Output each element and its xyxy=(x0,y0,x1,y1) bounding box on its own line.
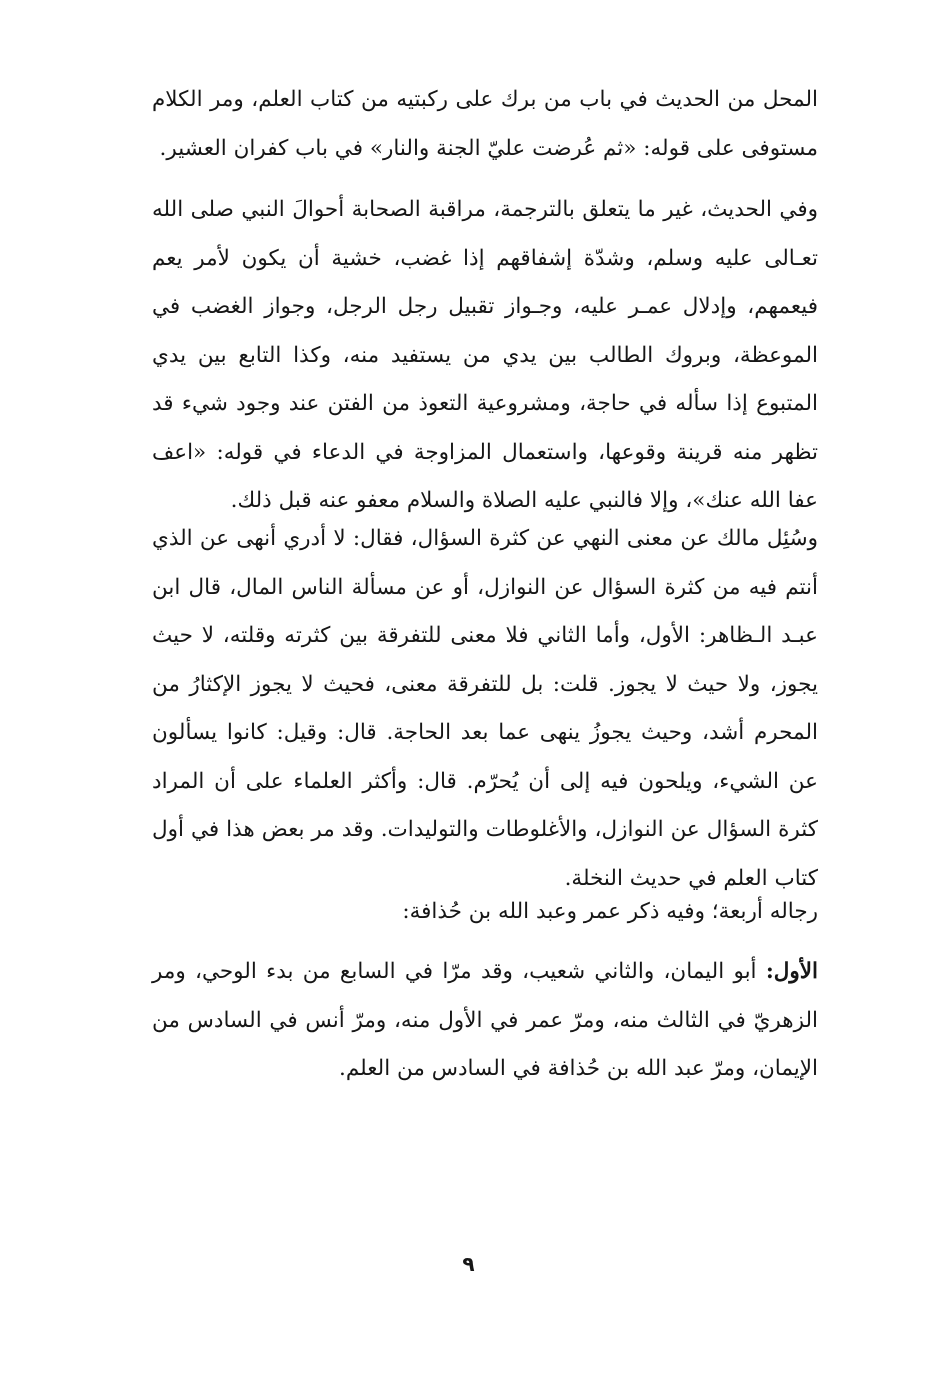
page-number: ٩ xyxy=(462,1252,475,1276)
paragraph-1-text: المحل من الحديث في باب من برك على ركبتيه من كتاب العلم، ومر الكلام مستوفى على قوله: «ثم عُرضت عليّ الجنة والنار» في باب كفران العشير. xyxy=(152,87,818,161)
narrators-heading xyxy=(152,888,818,937)
paragraph-1 xyxy=(152,76,818,173)
paragraph-5-text: أبو اليمان، والثاني شعيب، وقد مرّا في السابع من بدء الوحي، ومر الزهريّ في الثالث منه، ومرّ عمر في الأول منه، ومرّ أنس في السادس من الإيمان، ومرّ عبد الله بن حُذافة في السادس من العلم. xyxy=(152,959,818,1081)
paragraph-5-lead: الأول: xyxy=(765,959,818,984)
paragraph-3-text: وسُئِل مالك عن معنى النهي عن كثرة السؤال، فقال: لا أدري أنهى عن الذي أنتم فيه من كثرة السؤال عن النوازل، أو عن مسألة الناس المال، قال ابن عبـد الـظاهر: الأول، وأما الثاني فلا معنى للتفرقة بين كثرته وقلته، لا حيث يجوز، ولا حيث لا يجوز. قلت: بل للتفرقة معنى، فحيث لا يجوز الإكثارُ من المحرم أشد، وحيث يجوزُ ينهى عما بعد الحاجة. قال: وقيل: كانوا يسألون عن الشيء، ويلحون فيه إلى أن يُحرّم. قال: وأكثر العلماء على أن المراد كثرة السؤال عن النوازل، والأغلوطات والتوليدات. وقد مر بعض هذا في أول كتاب العلم في حديث النخلة. xyxy=(152,526,818,891)
narrators-heading-text: رجاله أربعة؛ وفيه ذكر عمر وعبد الله بن حُذافة: xyxy=(402,899,818,924)
paragraph-3 xyxy=(152,515,818,903)
paragraph-5 xyxy=(152,948,818,1094)
paragraph-2-text: وفي الحديث، غير ما يتعلق بالترجمة، مراقبة الصحابة أحوالَ النبي صلى الله تعـالى عليه وسلم، وشدّة إشفاقهم إذا غضب، خشية أن يكون لأمر يعم فيعمهم، وإدلال عمـر عليه، وجـواز تقبيل رجل الرجل، وجواز الغضب في الموعظة، وبروك الطالب بين يدي من يستفيد منه، وكذا التابع بين يدي المتبوع إذا سأله في حاجة، ومشروعية التعوذ من الفتن عند وجود شيء قد تظهر منه قرينة وقوعها، واستعمال المزاوجة في الدعاء في قوله: «اعف عفا الله عنك»، وإلا فالنبي عليه الصلاة والسلام معفو عنه قبل ذلك. xyxy=(152,197,818,513)
paragraph-2 xyxy=(152,186,818,526)
